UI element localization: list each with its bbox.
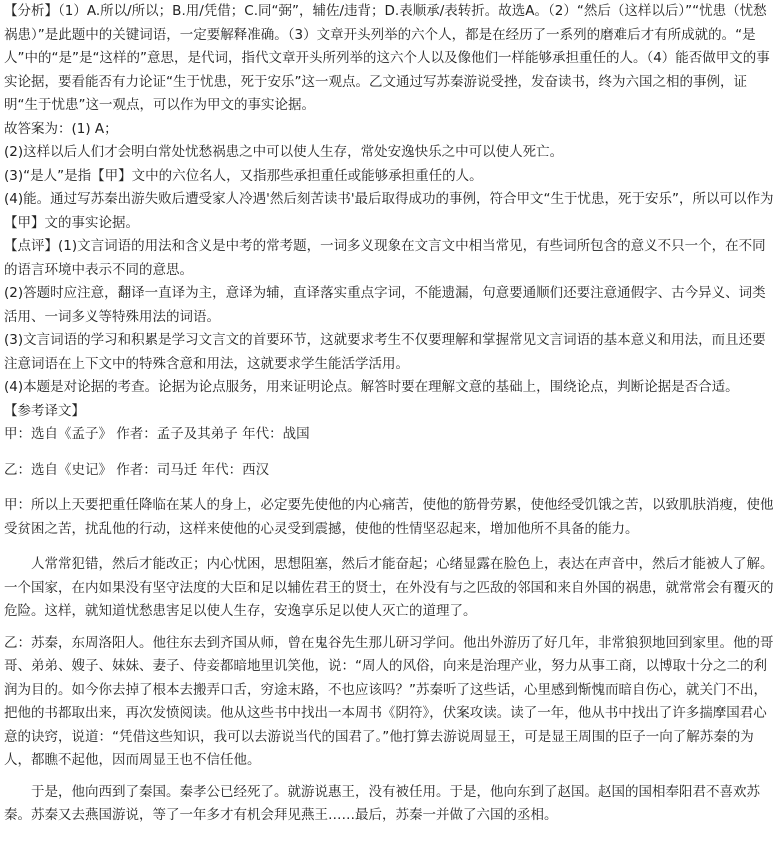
answer-intro: 故答案为：(1) A； xyxy=(4,120,118,137)
source-jia: 甲：选自《孟子》 作者：孟子及其弟子 年代：战国 xyxy=(4,426,310,442)
answer-3: (3)“是人”是指【甲】文中的六位名人，又指那些承担重任或能够承担重任的人。 xyxy=(4,167,483,184)
analysis-paragraph: 【分析】（1）A.所以/所以；B.用/凭借；C.同“弼”，辅佐/违背；D.表顺承/表转折。故选A。（2）“然后（这样以后）”“忧患（忧愁祸患）”是此题中的关键词语，一定要解释准确。（3）文章开头列举的六个人，都是在经历了一系列的磨难后才有所成就的。“是人”中的“是”是“这样的”意思，是代词，指代文章开头所列举的这六个人以及像他们一样能够承担重任的人。（4）能否做甲文的事实论据，要看能否有力论证“生于忧患，死于安乐”这一观点。乙文通过写苏秦游说受挫，发奋读书，终为六国之相的事例，证明“生于忧患”这一观点，可以作为甲文的事实论据。 xyxy=(4,3,770,113)
comment-3: (3)文言词语的学习和积累是学习文言文的首要环节，这就要求考生不仅要理解和掌握常见文言词语的基本意义和用法，而且还要注意词语在上下文中的特殊含意和用法，这就要求学生能活学活用。 xyxy=(4,332,766,372)
comment-4: (4)本题是对论据的考查。论据为论点服务，用来证明论点。解答时要在理解文意的基础上，围绕论点，判断论据是否合适。 xyxy=(4,379,739,395)
comment-2: (2)答题时应注意，翻译一直译为主，意译为辅，直译落实重点字词，不能遗漏，句意要通顺们还要注意通假字、古今异义、词类活用、一词多义等特殊用法的词语。 xyxy=(4,285,766,325)
translation-jia-paragraph-2: 人常常犯错，然后才能改正；内心忧困，思想阻塞，然后才能奋起；心绪显露在脸色上，表达在声音中，然后才能被人了解。一个国家，在内如果没有坚守法度的大臣和足以辅佐君王的贤士，在外没有与之匹敌的邻国和来自外国的祸患，就常常会有覆灭的危险。这样，就知道忧愁患害足以使人生存，安逸享乐足以使人灭亡的道理了。 xyxy=(4,556,774,619)
source-yi: 乙：选自《史记》 作者：司马迁 年代：西汉 xyxy=(4,461,270,478)
comment-1: 【点评】(1)文言词语的用法和含义是中考的常考题，一词多义现象在文言文中相当常见，有些词所包含的意义不只一个，在不同的语言环境中表示不同的意思。 xyxy=(4,238,766,278)
answer-4: (4)能。通过写苏秦出游失败后遭受家人冷遇'然后刻苦读书'最后取得成功的事例，符合甲文“生于忧患，死于安乐”，所以可以作为【甲】文的事实论据。 xyxy=(4,191,774,231)
translation-yi-paragraph-2: 于是，他向西到了秦国。秦孝公已经死了。就游说惠王，没有被任用。于是，他向东到了赵国。赵国的国相奉阳君不喜欢苏秦。苏秦又去燕国游说，等了一年多才有机会拜见燕王……最后，苏秦一并做了六国的丞相。 xyxy=(4,783,760,823)
answer-2: (2)这样以后人们才会明白常处忧愁祸患之中可以使人生存，常处安逸快乐之中可以使人死亡。 xyxy=(4,144,564,160)
translation-yi-paragraph-1: 乙：苏秦，东周洛阳人。他往东去到齐国从师，曾在鬼谷先生那儿研习学问。他出外游历了好几年，非常狼狈地回到家里。他的哥哥、弟弟、嫂子、妹妹、妻子、侍妾都暗地里讥笑他，说：“周人的风俗，向来是治理产业，努力从事工商，以博取十分之二的利润为目的。如今你去掉了根本去搬弄口舌，穷途末路，不也应该吗？”苏秦听了这些话，心里感到惭愧而暗自伤心，就关门不出，把他的书都取出来，再次发愤阅读。他从这些书中找出一本周书《阴符》，伏案攻读。读了一年，他从书中找出了许多揣摩国君心意的诀窍，说道：“凭借这些知识，我可以去游说当代的国君了。”他打算去游说周显王，可是显王周围的臣子一向了解苏秦的为人，都瞧不起他，因而周显王也不信任他。 xyxy=(4,634,774,768)
translation-heading: 【参考译文】 xyxy=(4,402,85,419)
translation-jia-paragraph-1: 甲：所以上天要把重任降临在某人的身上，必定要先使他的内心痛苦，使他的筋骨劳累，使他经受饥饿之苦，以致肌肤消瘦，使他受贫困之苦，扰乱他的行动，这样来使他的心灵受到震撼，使他的性情坚忍起来，增加他所不具备的能力。 xyxy=(4,497,774,537)
